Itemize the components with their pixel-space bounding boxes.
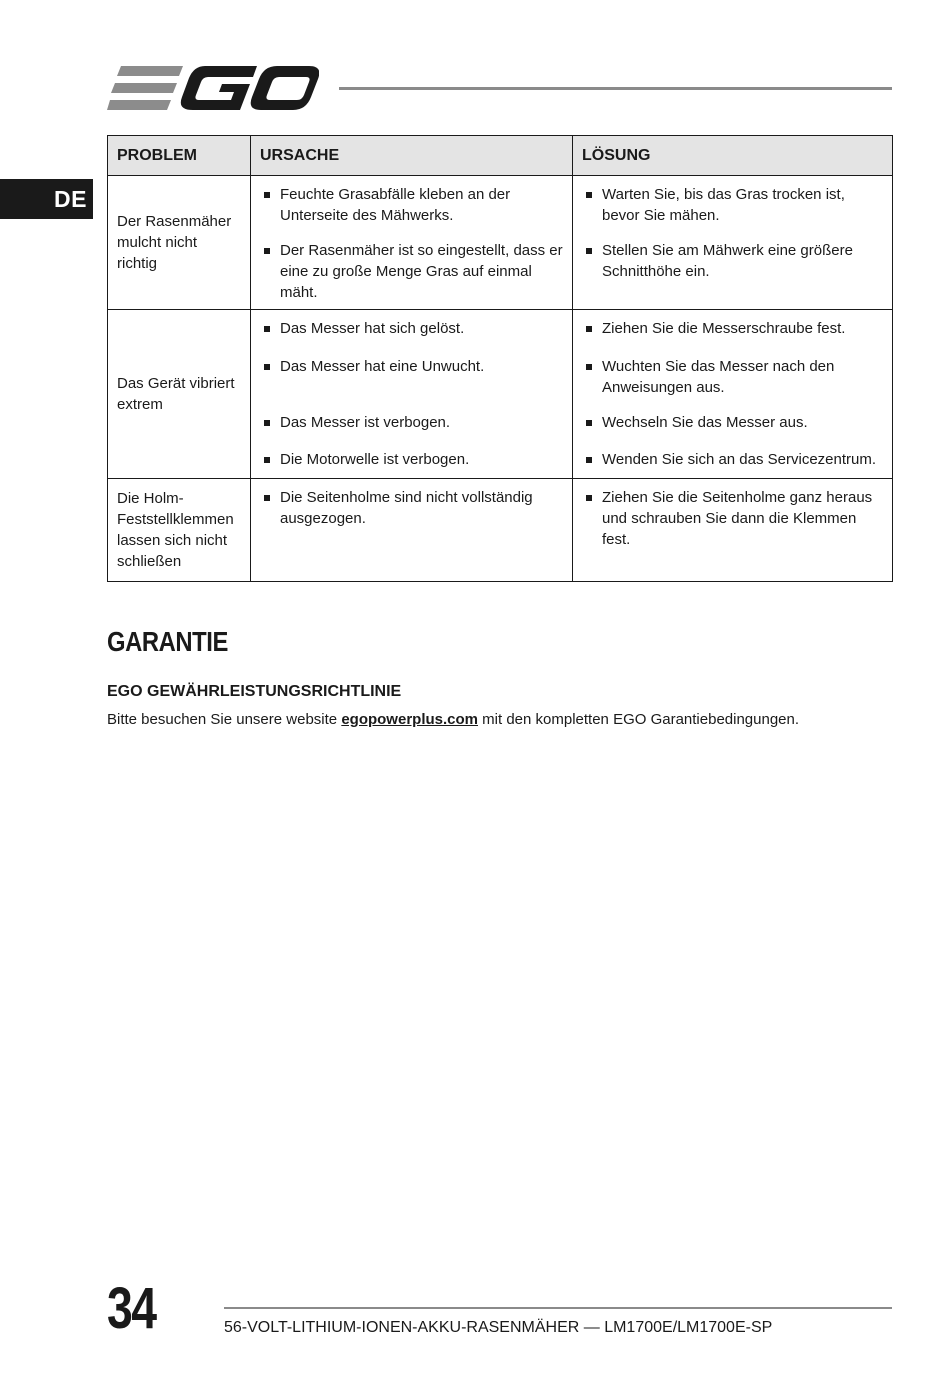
solution-cell	[573, 176, 893, 310]
page-number: 34	[107, 1276, 156, 1341]
cause-item: Das Messer hat sich gelöst.	[259, 318, 564, 339]
header-rule	[339, 87, 892, 90]
cause-cell	[251, 479, 573, 582]
cause-item: Feuchte Grasabfälle kleben an der Unterseite des Mähwerks.	[259, 184, 564, 226]
header-problem: PROBLEM	[108, 136, 251, 176]
cause-item: Das Messer hat eine Unwucht.	[259, 356, 564, 377]
header-solution: LÖSUNG	[573, 136, 893, 176]
table-row	[108, 479, 893, 582]
table-row	[108, 176, 893, 310]
troubleshooting-table	[107, 135, 893, 582]
cause-cell	[251, 310, 573, 479]
solution-item: Ziehen Sie die Seitenholme ganz heraus und schrauben Sie dann die Klemmen fest.	[581, 487, 884, 550]
solution-item: Wechseln Sie das Messer aus.	[581, 412, 884, 433]
header-cause: URSACHE	[251, 136, 573, 176]
cause-item: Das Messer ist verbogen.	[259, 412, 564, 433]
language-tab: DE	[0, 179, 93, 219]
cause-item: Der Rasenmäher ist so eingestellt, dass er eine zu große Menge Gras auf einmal mäht.	[259, 240, 564, 303]
solution-cell	[573, 310, 893, 479]
footer-title: 56-VOLT-LITHIUM-IONEN-AKKU-RASENMÄHER — LM1700E/LM1700E-SP	[224, 1319, 773, 1336]
problem-cell: Das Gerät vibriert extrem	[108, 310, 251, 479]
warranty-paragraph	[107, 711, 799, 728]
cause-item: Die Motorwelle ist verbogen.	[259, 449, 564, 470]
section-subtitle: EGO GEWÄHRLEISTUNGSRICHTLINIE	[107, 683, 402, 700]
solution-item: Stellen Sie am Mähwerk eine größere Schnitthöhe ein.	[581, 240, 884, 282]
table-row	[108, 310, 893, 479]
ego-logo	[107, 64, 319, 112]
solution-item: Warten Sie, bis das Gras trocken ist, bevor Sie mähen.	[581, 184, 884, 226]
solution-item: Wuchten Sie das Messer nach den Anweisungen aus.	[581, 356, 884, 398]
problem-cell: Der Rasenmäher mulcht nicht richtig	[108, 176, 251, 310]
problem-cell: Die Holm-Feststellklemmen lassen sich nicht schließen	[108, 479, 251, 582]
footer-rule	[224, 1307, 892, 1309]
solution-cell	[573, 479, 893, 582]
section-title: GARANTIE	[107, 626, 228, 657]
cause-cell	[251, 176, 573, 310]
paragraph-text: mit den kompletten EGO Garantiebedingungen.	[478, 711, 800, 728]
solution-item: Ziehen Sie die Messerschraube fest.	[581, 318, 884, 339]
cause-item: Die Seitenholme sind nicht vollständig ausgezogen.	[259, 487, 564, 529]
website-link[interactable]: egopowerplus.com	[341, 711, 478, 728]
solution-item: Wenden Sie sich an das Servicezentrum.	[581, 449, 884, 470]
table-header-row	[108, 136, 893, 176]
paragraph-text: Bitte besuchen Sie unsere website	[107, 711, 342, 728]
